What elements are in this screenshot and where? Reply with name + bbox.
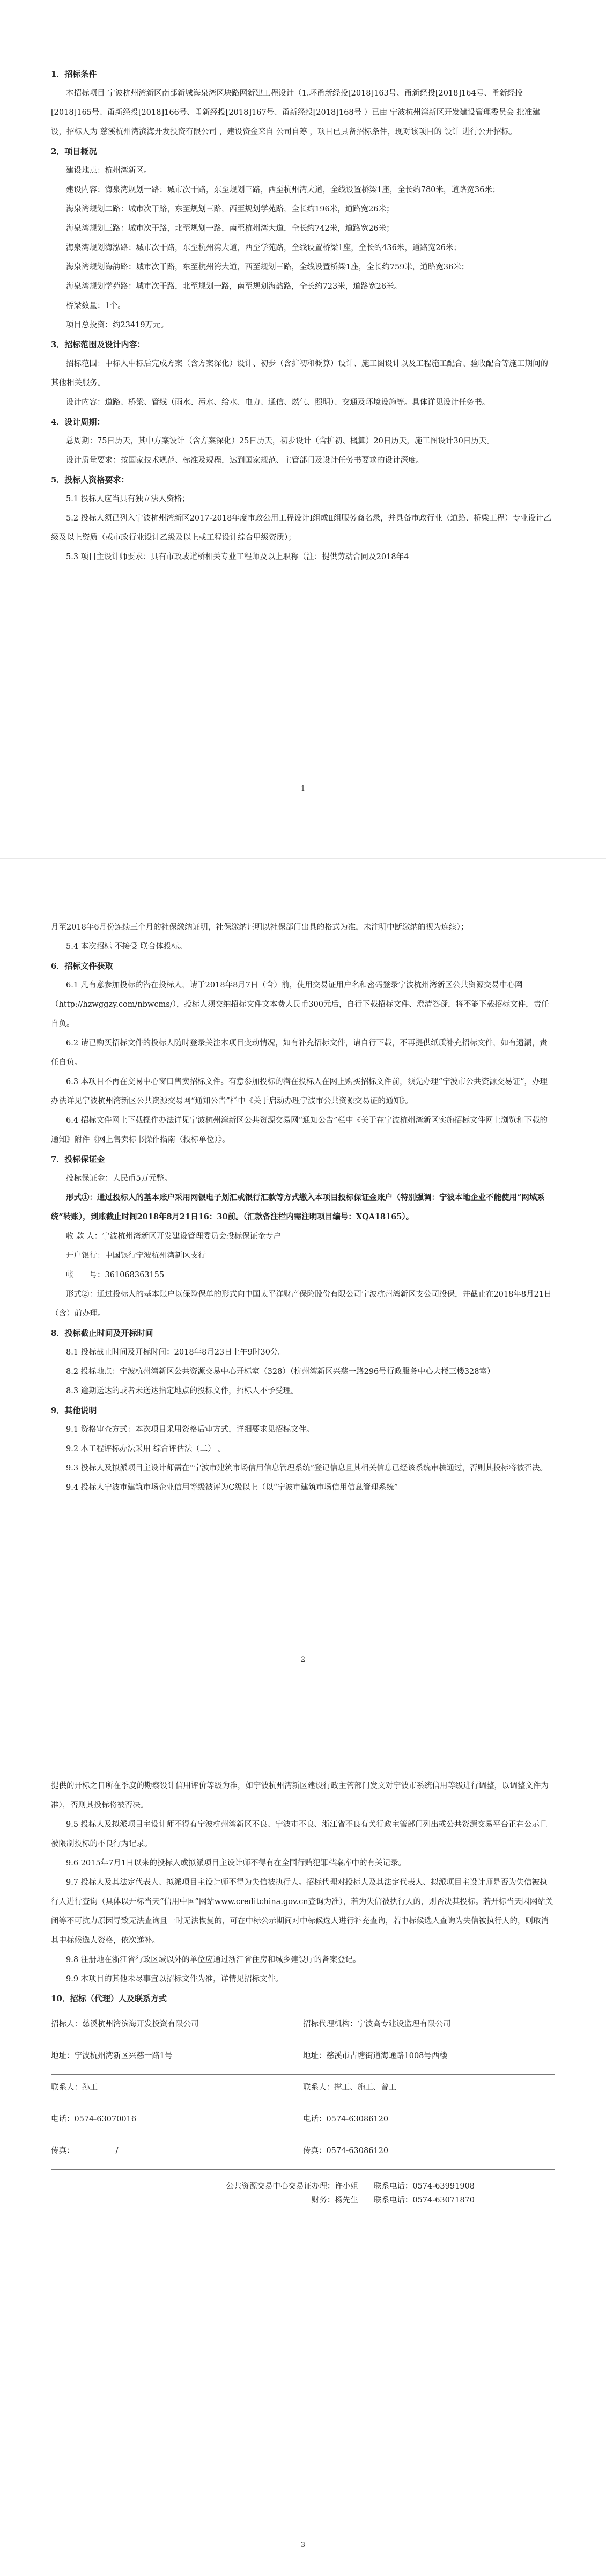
page-number-3: 3 [300,2541,306,2549]
section-9-item-1: 9.1 资格审查方式：本次项目采用资格后审方式，详细要求见招标文件。 [66,1425,314,1434]
section-9-item-4: 9.4 投标人宁波市建筑市场企业信用等级被评为C级以上（以“宁波市建筑市场信用信息管理系统” [66,1483,398,1492]
section-2-investment: 项目总投资：约23419万元。 [66,321,169,330]
document-page-2 [0,859,606,1717]
contact-row [51,2075,555,2106]
section-2-title: 2．项目概况 [51,147,97,156]
section-8-item-1: 8.1 投标截止时间及开标时间：2018年8月23日上午9时30分。 [66,1348,286,1357]
section-1-paragraph: 本招标项目 宁波杭州湾新区南部新城海泉湾区块路网新建工程设计（1.环甬新经投[2018]163号、甬新经投[2018]164号、甬新经投[2018]165号、甬新经投[2018]166号、甬新经投[2018]167号、甬新经投[2018]168号 ）已由 宁波杭州湾新区开发建设管理委员会 批准建设，招标人为 慈溪杭州湾滨海开发投资有限公司 ，建设资金来自 公司自筹 ，项目已具备招标条件，现对该项目的 设计 进行公开招标。 [51,89,540,136]
document-page-1 [0,0,606,859]
section-2-road-5: 海泉湾规划海韵路：城市次干路，东至杭州湾大道，西至规划三路，全线设置桥梁1座，全长约759米，道路宽36米； [66,263,469,272]
contact-tenderer-fax-label: 传真： [51,2147,75,2155]
contact-tenderer-address: 地址：宁波杭州湾新区兴慈一路1号 [51,2043,303,2075]
section-5-item-2: 5.2 投标人须已列入宁波杭州湾新区2017-2018年度市政公用工程设计Ⅰ组或Ⅱ组服务商名录，并具备市政行业（道路、桥梁工程）专业设计乙级及以上资质（或市政行业设计乙级及以上或工程设计综合甲级资质）； [51,514,551,542]
section-9-item-9: 9.9 本项目的其他未尽事宜以招标文件为准，详情见招标文件。 [66,1975,283,1984]
page-number-2: 2 [300,1656,306,1664]
section-3-title: 3．招标范围及设计内容： [51,340,145,349]
section-9-item-6: 9.6 2015年7月1日以来的投标人或拟派项目主设计师不得有在全国行贿犯罪档案库中的有关记录。 [66,1859,407,1868]
contact-agent-person: 联系人：撑工、施工、曾工 [303,2075,555,2106]
section-9-item-3: 9.3 投标人及拟派项目主设计师需在“宁波市建筑市场信用信息管理系统”登记信息且其相关信息已经该系统审核通过，否则其投标将被否决。 [66,1464,548,1473]
section-2-road-1: 建设内容：海泉湾规划一路：城市次干路，东至规划三路，西至杭州湾大道，全线设置桥梁1座，全长约780米，道路宽36米； [66,186,500,194]
contact-tenderer-fax-value: / [115,2147,119,2155]
section-8-item-2: 8.2 投标地点：宁波杭州湾新区公共资源交易中心开标室（328）（杭州湾新区兴慈一路296号行政服务中心大楼三楼328室） [66,1367,495,1376]
section-8-title: 8．投标截止时间及开标时间 [51,1328,153,1338]
section-7-account: 帐 号：361068363155 [66,1271,165,1279]
footer-contacts [51,2179,555,2207]
section-9-item-5: 9.5 投标人及拟派项目主设计师不得有宁波杭州湾新区不良、宁波市不良、浙江省不良有关行政主管部门列出或公共资源交易平台正在公示且被限制投标的不良行为记录。 [51,1820,548,1848]
footer-contact-1: 公共资源交易中心交易证办理：许小姐 联系电话：0574-63991908 [226,2182,475,2191]
page-2-content [51,918,555,1497]
contact-agent-phone: 电话：0574-63086120 [303,2106,555,2138]
section-2-road-6: 海泉湾规划学苑路：城市次干路，北至规划一路，南至规划海韵路，全长约723米，道路宽26米。 [66,282,402,291]
contact-tenderer-person: 联系人：孙工 [51,2075,303,2106]
section-3-scope: 招标范围：中标人中标后完成方案（含方案深化）设计、初步（含扩初和概算）设计、施工图设计以及工程施工配合、验收配合等施工期间的其他相关服务。 [51,360,548,387]
contact-row [51,2043,555,2075]
contact-agent-fax: 传真：0574-63086120 [303,2138,555,2170]
section-6-item-2: 6.2 请已购买招标文件的投标人随时登录关注本项目变动情况，如有补充招标文件，请自行下载，不再提供纸质补充招标文件，如有遗漏，责任自负。 [51,1039,548,1067]
section-3-content: 设计内容：道路、桥梁、管线（雨水、污水、给水、电力、通信、燃气、照明）、交通及环境设施等。具体详见设计任务书。 [66,398,490,407]
section-2-road-2: 海泉湾规划二路：城市次干路，东至规划三路，西至规划学苑路，全长约196米，道路宽26米； [66,205,394,214]
section-7-amount: 投标保证金：人民币5万元整。 [66,1174,172,1183]
section-9-item-8: 9.8 注册地在浙江省行政区域以外的单位应通过浙江省住房和城乡建设厅的备案登记。 [66,1956,361,1964]
contact-row [51,2011,555,2043]
section-2-location: 建设地点：杭州湾新区。 [66,166,152,175]
section-9-item-2: 9.2 本工程评标办法采用 综合评估法（二） 。 [66,1445,226,1453]
contact-row [51,2138,555,2170]
section-2-bridges: 桥梁数量：1个。 [66,302,125,310]
contact-agent: 招标代理机构：宁波高专建设监理有限公司 [303,2011,555,2043]
section-5-item-1: 5.1 投标人应当具有独立法人资格； [66,495,190,503]
section-6-title: 6．招标文件获取 [51,961,113,971]
section-5-title: 5．投标人资格要求： [51,475,129,485]
contact-agent-address: 地址：慈溪市古塘街道海通路1008号西楼 [303,2043,555,2075]
section-4-title: 4．设计周期： [51,417,105,427]
contact-tenderer: 招标人：慈溪杭州湾滨海开发投资有限公司 [51,2011,303,2043]
section-5-continuation: 月至2018年6月份连续三个月的社保缴纳证明，社保缴纳证明以社保部门出具的格式为准，未注明中断缴纳的视为连续）； [51,923,469,932]
section-1-title: 1．招标条件 [51,69,97,79]
section-6-item-4: 6.4 招标文件网上下载操作办法详见宁波杭州湾新区公共资源交易网“通知公告”栏中《关于在宁波杭州湾新区实施招标文件网上浏览和下载的通知》附件《网上售卖标书操作指南（投标单位）》。 [51,1116,548,1144]
section-6-item-1: 6.1 凡有意参加投标的潜在投标人，请于2018年8月7日（含）前，使用交易证用户名和密码登录宁波杭州湾新区公共资源交易中心网（http://hzwggzy.com/nbwcms/），投标人须交纳招标文件文本费人民币300元后，自行下载招标文件、澄清答疑，将不能下载招标文件，责任自负。 [51,981,549,1028]
page-3-content [51,1776,555,2207]
section-7-payee: 收 款 人：宁波杭州湾新区开发建设管理委员会投标保证金专户 [66,1232,281,1241]
section-9-title: 9．其他说明 [51,1406,97,1415]
footer-contact-2: 财务：杨先生 联系电话：0574-63071870 [311,2196,475,2205]
contact-tenderer-fax [51,2138,303,2170]
contact-table [51,2011,555,2170]
section-10-title: 10．招标（代理）人及联系方式 [51,1994,167,2003]
section-7-form-2: 形式②：通过投标人的基本账户以保险保单的形式向中国太平洋财产保险股份有限公司宁波杭州湾新区支公司投保，并截止在2018年8月21日（含）前办理。 [51,1290,552,1318]
contact-tenderer-phone: 电话：0574-63070016 [51,2106,303,2138]
section-9-item-7: 9.7 投标人及其法定代表人、拟派项目主设计师不得为失信被执行人。招标代理对投标人及其法定代表人、拟派项目主设计师是否为失信被执行人进行查询（具体以开标当天“信用中国”网站www.creditchina.gov.cn查询为准），若为失信被执行人的，则否决其投标。若开标当天因网站关闭等不可抗力原因导致无法查询且一时无法恢复的，可在中标公示期间对中标候选人进行补充查询，若中标候选人查询为失信被执行人的，则取消其中标候选人资格，依次递补。 [51,1878,553,1945]
section-2-road-4: 海泉湾规划海泓路：城市次干路，东至杭州湾大道，西至学苑路，全线设置桥梁1座，全长约436米，道路宽26米； [66,244,461,252]
section-4-period: 总周期：75日历天，其中方案设计（含方案深化）25日历天，初步设计（含扩初、概算）20日历天，施工图设计30日历天。 [66,437,494,445]
contact-row [51,2106,555,2138]
section-7-form-1: 形式①：通过投标人的基本账户采用网银电子划汇或银行汇款等方式缴入本项目投标保证金账户（特别强调：宁波本地企业不能使用“网域系统”转账），到账截止时间2018年8月21日16：30前。（汇款备注栏内需注明项目编号：XQA18165）。 [51,1193,545,1221]
section-2-road-3: 海泉湾规划三路：城市次干路，北至规划一路，南至杭州湾大道，全长约742米，道路宽26米； [66,224,394,233]
section-5-item-3: 5.3 项目主设计师要求：具有市政或道桥相关专业工程师及以上职称（注：提供劳动合同及2018年4 [66,553,409,561]
section-4-quality: 设计质量要求：按国家技术规范、标准及规程，达到国家规范、主管部门及设计任务书要求的设计深度。 [66,456,424,465]
page-1-content [51,64,555,567]
section-8-item-3: 8.3 逾期送达的或者未送达指定地点的投标文件，招标人不予受理。 [66,1387,299,1395]
section-6-item-3: 6.3 本项目不再在交易中心窗口售卖招标文件。有意参加投标的潜在投标人在网上购买招标文件前，须先办理“宁波市公共资源交易证”，办理办法详见宁波杭州湾新区公共资源交易网“通知公告”栏中《关于启动办理宁波市公共资源交易证的通知》。 [51,1078,548,1106]
section-9-continuation: 提供的开标之日所在季度的勘察设计信用评价等级为准，如宁波杭州湾新区建设行政主管部门发文对宁波市系统信用等级进行调整，以调整文件为准），否则其投标将被否决。 [51,1782,549,1810]
section-7-title: 7．投标保证金 [51,1154,105,1164]
section-5-item-4: 5.4 本次招标 不接受 联合体投标。 [66,942,187,951]
document-page-3 [0,1717,606,2576]
page-number-1: 1 [300,785,306,793]
section-7-bank: 开户银行：中国银行宁波杭州湾新区支行 [66,1252,206,1260]
